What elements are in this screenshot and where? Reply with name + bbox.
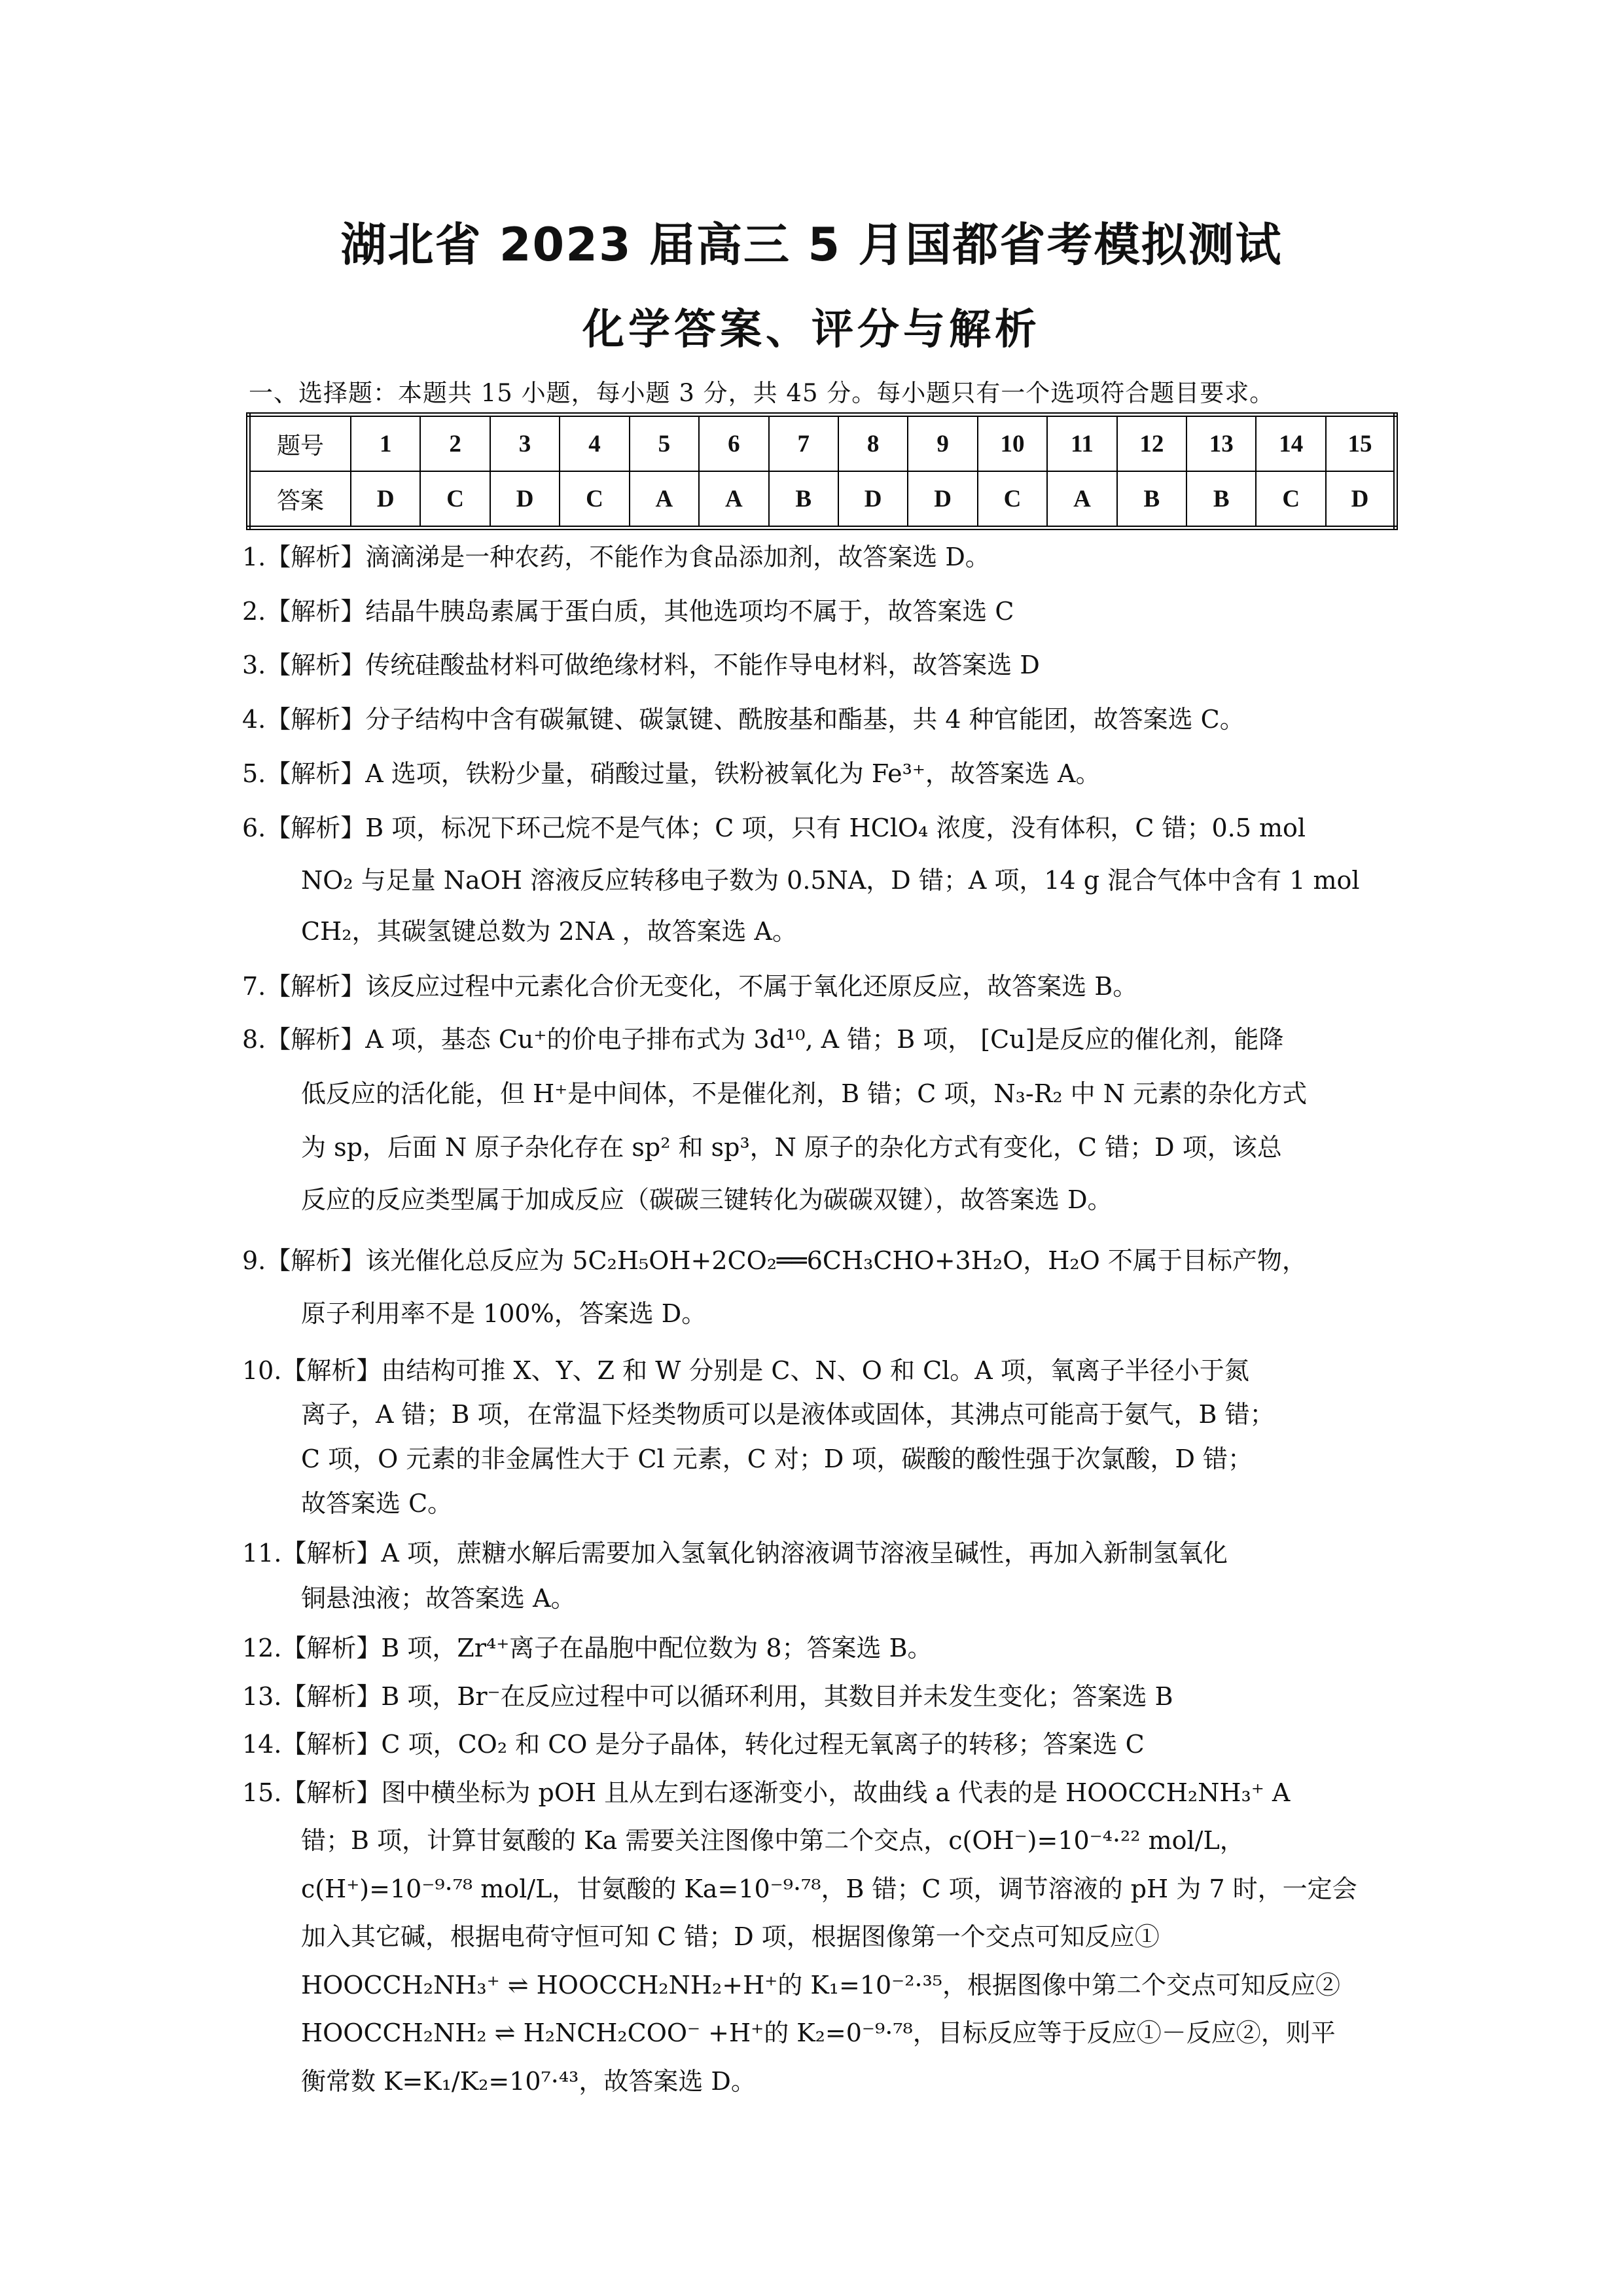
question-number-cell: 7 bbox=[769, 415, 838, 472]
analysis-15-line-3: c(H⁺)=10⁻⁹·⁷⁸ mol/L，甘氨酸的 Ka=10⁻⁹·⁷⁸，B 错；C 项，调节溶液的 pH 为 7 时，一定会 bbox=[301, 1874, 1357, 1903]
question-number-cell: 15 bbox=[1326, 415, 1396, 472]
question-number-cell: 10 bbox=[978, 415, 1047, 472]
answer-cell: A bbox=[630, 471, 699, 528]
analysis-3: 3.【解析】传统硅酸盐材料可做绝缘材料，不能作导电材料，故答案选 D bbox=[242, 651, 1040, 679]
analysis-15-line-2: 错；B 项，计算甘氨酸的 Ka 需要关注图像中第二个交点，c(OH⁻)=10⁻⁴·²² mol/L， bbox=[301, 1826, 1245, 1855]
analysis-2: 2.【解析】结晶牛胰岛素属于蛋白质，其他选项均不属于，故答案选 C bbox=[242, 597, 1014, 626]
analysis-8-line-1: 8.【解析】A 项，基态 Cu⁺的价电子排布式为 3d¹⁰, A 错；B 项， [Cu]是反应的催化剂，能降 bbox=[242, 1025, 1284, 1054]
analysis-11-line-2: 铜悬浊液；故答案选 A。 bbox=[301, 1584, 576, 1613]
analysis-13: 13.【解析】B 项，Br⁻在反应过程中可以循环利用，其数目并未发生变化；答案选 B bbox=[242, 1682, 1173, 1711]
analysis-4: 4.【解析】分子结构中含有碳氟键、碳氯键、酰胺基和酯基，共 4 种官能团，故答案选 C。 bbox=[242, 705, 1245, 734]
answer-cell: D bbox=[1326, 471, 1396, 528]
answer-cell: D bbox=[838, 471, 908, 528]
answer-cell: B bbox=[1186, 471, 1256, 528]
question-number-cell: 14 bbox=[1256, 415, 1325, 472]
analysis-10-line-2: 离子，A 错；B 项，在常温下烃类物质可以是液体或固体，其沸点可能高于氨气，B 错； bbox=[301, 1400, 1275, 1429]
analysis-7: 7.【解析】该反应过程中元素化合价无变化，不属于氧化还原反应，故答案选 B。 bbox=[242, 972, 1138, 1001]
answer-cell: D bbox=[351, 471, 420, 528]
analysis-14: 14.【解析】C 项，CO₂ 和 CO 是分子晶体，转化过程无氧离子的转移；答案选 C bbox=[242, 1730, 1145, 1759]
question-number-cell: 2 bbox=[420, 415, 490, 472]
question-number-cell: 5 bbox=[630, 415, 699, 472]
answer-table-row-answers bbox=[249, 471, 1396, 528]
answer-cell: C bbox=[560, 471, 629, 528]
answer-cell: A bbox=[699, 471, 768, 528]
analysis-9-line-2: 原子利用率不是 100%，答案选 D。 bbox=[301, 1299, 707, 1328]
answer-cell: C bbox=[978, 471, 1047, 528]
page-subtitle: 化学答案、评分与解析 bbox=[582, 306, 1041, 354]
analysis-1: 1.【解析】滴滴涕是一种农药，不能作为食品添加剂，故答案选 D。 bbox=[242, 543, 990, 571]
answer-cell: C bbox=[420, 471, 490, 528]
analysis-15-line-7: 衡常数 K=K₁/K₂=10⁷·⁴³，故答案选 D。 bbox=[301, 2067, 756, 2096]
analysis-6-line-1: 6.【解析】B 项，标况下环己烷不是气体；C 项，只有 HClO₄ 浓度，没有体积，C 错；0.5 mol bbox=[242, 814, 1306, 842]
answer-cell: A bbox=[1047, 471, 1116, 528]
analysis-15-line-5: HOOCCH₂NH₃⁺ ⇌ HOOCCH₂NH₂+H⁺的 K₁=10⁻²·³⁵，根据图像中第二个交点可知反应② bbox=[301, 1971, 1341, 2000]
section-header: 一、选择题：本题共 15 小题，每小题 3 分，共 45 分。每小题只有一个选项符合题目要求。 bbox=[249, 379, 1275, 407]
analysis-8-line-3: 为 sp，后面 N 原子杂化存在 sp² 和 sp³，N 原子的杂化方式有变化，C 错；D 项，该总 bbox=[301, 1133, 1282, 1162]
analysis-10-line-3: C 项，O 元素的非金属性大于 Cl 元素，C 对；D 项，碳酸的酸性强于次氯酸，D 错； bbox=[301, 1444, 1253, 1473]
question-number-cell: 4 bbox=[560, 415, 629, 472]
analysis-5: 5.【解析】A 选项，铁粉少量，硝酸过量，铁粉被氧化为 Fe³⁺，故答案选 A。 bbox=[242, 759, 1101, 788]
answer-table-row-numbers bbox=[249, 415, 1396, 472]
answer-cell: B bbox=[1117, 471, 1186, 528]
question-number-cell: 12 bbox=[1117, 415, 1186, 472]
question-number-cell: 9 bbox=[908, 415, 977, 472]
question-number-cell: 6 bbox=[699, 415, 768, 472]
analysis-9-line-1: 9.【解析】该光催化总反应为 5C₂H₅OH+2CO₂══6CH₃CHO+3H₂O，H₂O 不属于目标产物， bbox=[242, 1246, 1307, 1275]
analysis-11-line-1: 11.【解析】A 项，蔗糖水解后需要加入氢氧化钠溶液调节溶液呈碱性，再加入新制氢氧化 bbox=[242, 1539, 1228, 1568]
row-label-answer: 答案 bbox=[249, 471, 351, 528]
page-title: 湖北省 2023 届高三 5 月国都省考模拟测试 bbox=[340, 218, 1283, 272]
question-number-cell: 1 bbox=[351, 415, 420, 472]
question-number-cell: 8 bbox=[838, 415, 908, 472]
analysis-12: 12.【解析】B 项，Zr⁴⁺离子在晶胞中配位数为 8；答案选 B。 bbox=[242, 1634, 933, 1662]
answer-cell: B bbox=[769, 471, 838, 528]
answer-table bbox=[246, 412, 1398, 530]
row-label-number: 题号 bbox=[249, 415, 351, 472]
analysis-15-line-6: HOOCCH₂NH₂ ⇌ H₂NCH₂COO⁻ +H⁺的 K₂=0⁻⁹·⁷⁸，目标反应等于反应①－反应②，则平 bbox=[301, 2018, 1336, 2047]
answer-cell: D bbox=[908, 471, 977, 528]
question-number-cell: 13 bbox=[1186, 415, 1256, 472]
analysis-8-line-4: 反应的反应类型属于加成反应（碳碳三键转化为碳碳双键），故答案选 D。 bbox=[301, 1185, 1113, 1214]
answer-cell: D bbox=[490, 471, 560, 528]
question-number-cell: 11 bbox=[1047, 415, 1116, 472]
analysis-15-line-4: 加入其它碱，根据电荷守恒可知 C 错；D 项，根据图像第一个交点可知反应① bbox=[301, 1922, 1160, 1951]
analysis-6-line-2: NO₂ 与足量 NaOH 溶液反应转移电子数为 0.5NA，D 错；A 项，14 g 混合气体中含有 1 mol bbox=[301, 866, 1360, 895]
answer-cell: C bbox=[1256, 471, 1325, 528]
analysis-10-line-4: 故答案选 C。 bbox=[301, 1489, 453, 1518]
analysis-6-line-3: CH₂，其碳氢键总数为 2NA ，故答案选 A。 bbox=[301, 917, 797, 946]
question-number-cell: 3 bbox=[490, 415, 560, 472]
analysis-8-line-2: 低反应的活化能，但 H⁺是中间体，不是催化剂，B 错；C 项，N₃-R₂ 中 N 元素的杂化方式 bbox=[301, 1079, 1308, 1108]
analysis-15-line-1: 15.【解析】图中横坐标为 pOH 且从左到右逐渐变小，故曲线 a 代表的是 HOOCCH₂NH₃⁺ A bbox=[242, 1778, 1291, 1807]
analysis-10-line-1: 10.【解析】由结构可推 X、Y、Z 和 W 分别是 C、N、O 和 Cl。A 项，氧离子半径小于氮 bbox=[242, 1356, 1249, 1385]
